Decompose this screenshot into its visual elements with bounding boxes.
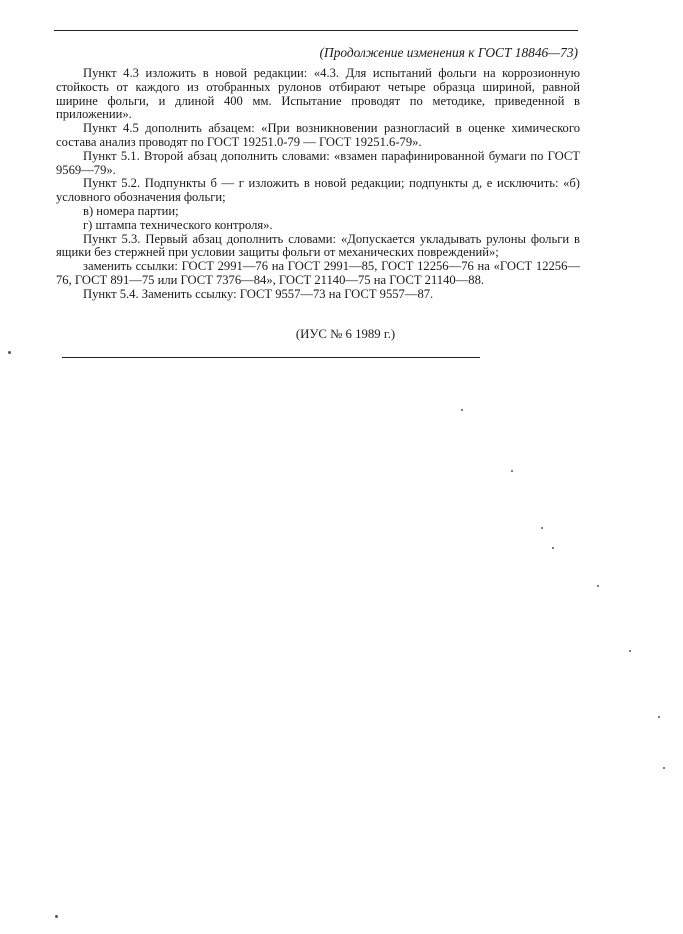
scan-speck <box>658 716 660 718</box>
scan-speck <box>552 547 554 549</box>
scan-speck <box>8 351 11 354</box>
list-item-g: г) штампа технического контроля». <box>83 217 273 232</box>
paragraph-replace-refs: заменить ссылки: ГОСТ 2991—76 на ГОСТ 2991—85, ГОСТ 12256—76 на «ГОСТ 12256—76, ГОСТ 891—75 или ГОСТ 7376—84», ГОСТ 21140—75 на ГОСТ 21140—88. <box>56 259 580 287</box>
amendment-text <box>56 67 580 302</box>
scan-speck <box>55 915 58 918</box>
paragraph-5-4: Пункт 5.4. Заменить ссылку: ГОСТ 9557—73 на ГОСТ 9557—87. <box>83 286 434 301</box>
list-item-v: в) номера партии; <box>83 203 179 218</box>
source-reference: (ИУС № 6 1989 г.) <box>295 327 396 341</box>
scan-speck <box>663 767 665 769</box>
paragraph-5-3: Пункт 5.3. Первый абзац дополнить словами: «Допускается укладывать рулоны фольги в ящики без стержней при условии защиты фольги от механических повреждений»; <box>56 231 580 260</box>
continuation-header: (Продолжение изменения к ГОСТ 18846—73) <box>319 45 578 60</box>
scan-speck <box>597 585 599 587</box>
scan-speck <box>541 527 543 529</box>
scan-speck <box>461 409 463 411</box>
scan-speck <box>629 650 631 652</box>
paragraph-5-2: Пункт 5.2. Подпункты б — г изложить в новой редакции; подпункты д, е исключить: «б) условного обозначения фольги; <box>56 176 580 205</box>
scan-speck <box>511 470 513 472</box>
bottom-rule <box>62 357 480 358</box>
top-rule <box>54 30 578 31</box>
paragraph-4-3: Пункт 4.3 изложить в новой редакции: «4.3. Для испытаний фольги на коррозионную стойкость от каждого из отобранных рулонов отбирают четыре образца шириной, равной ширине фольги, и длиной 400 мм. Испытание проводят по методике, приведенной в приложении». <box>56 66 580 122</box>
paragraph-5-1: Пункт 5.1. Второй абзац дополнить словами: «взамен парафинированной бумаги по ГОСТ 9569—79». <box>56 148 580 177</box>
paragraph-4-5: Пункт 4.5 дополнить абзацем: «При возникновении разногласий в оценке химического состава анализ проводят по ГОСТ 19251.0-79 — ГОСТ 19251.6-79». <box>56 121 580 149</box>
